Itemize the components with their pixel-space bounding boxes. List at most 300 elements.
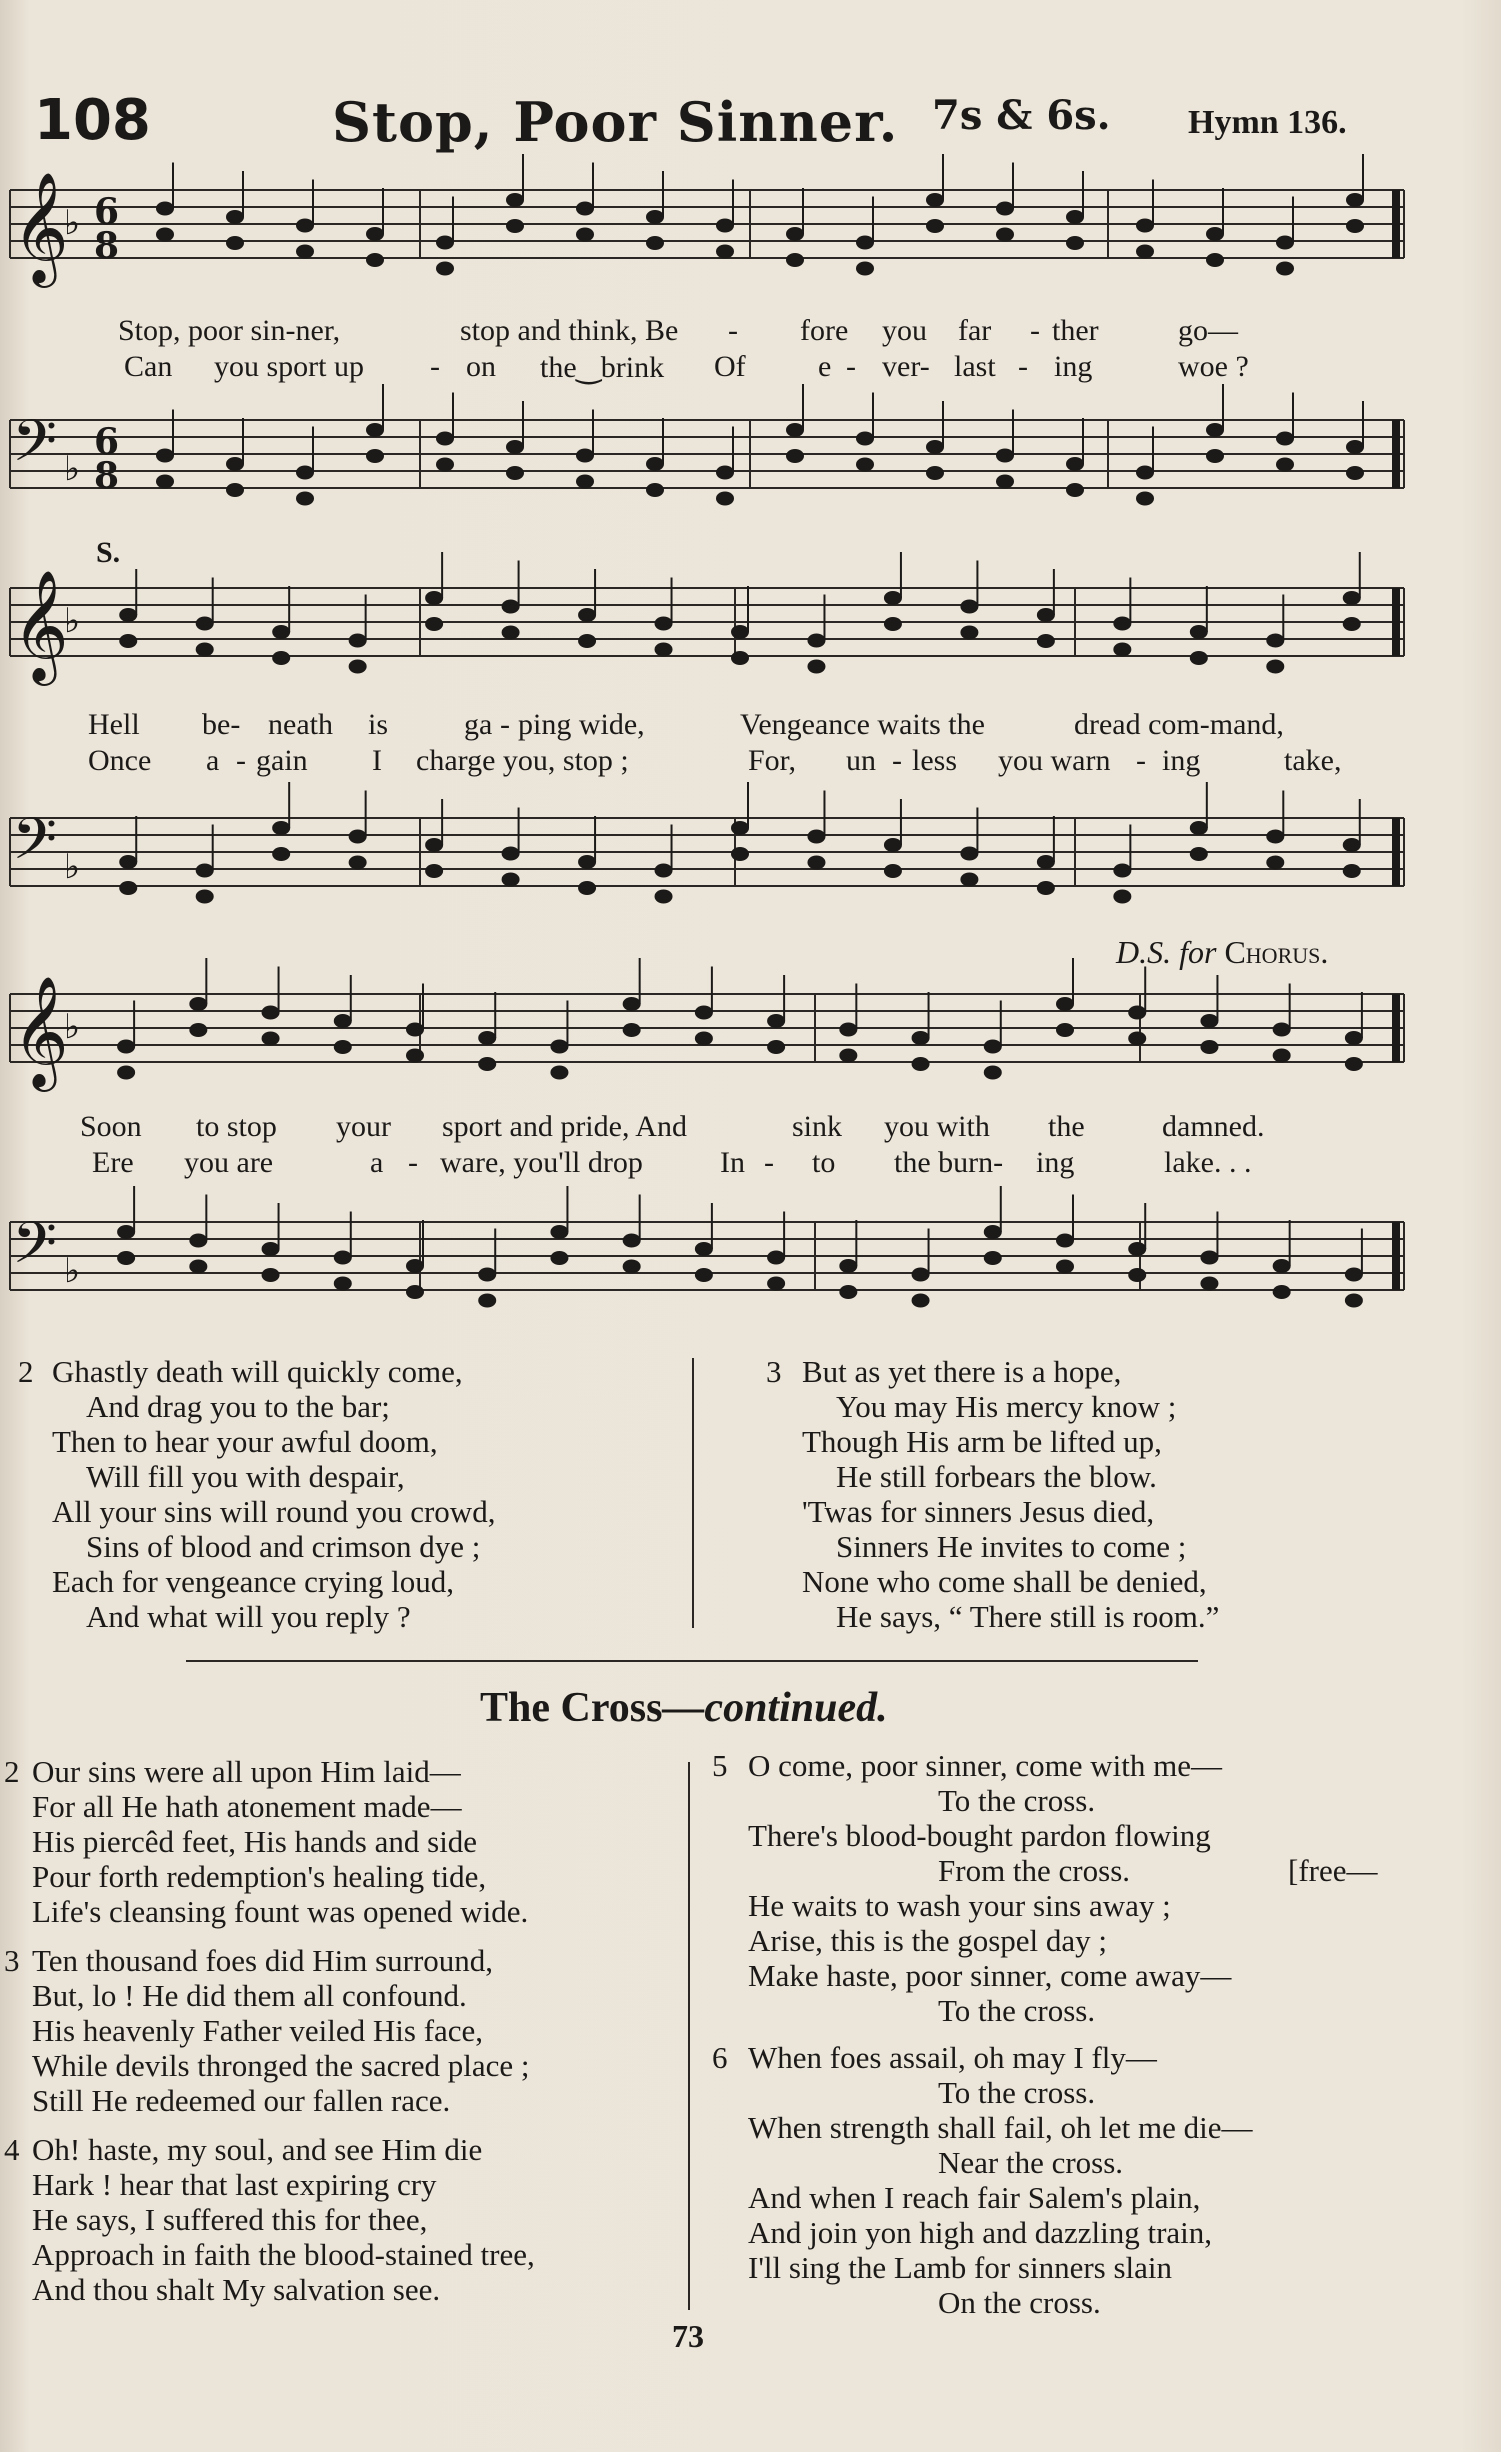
lyric: the‿brink	[540, 351, 665, 384]
cross-verse-6	[712, 2040, 1253, 2320]
note-head	[502, 626, 520, 640]
verse-line: He says, I suffered this for thee,	[32, 2202, 428, 2237]
note-head	[1200, 1014, 1218, 1028]
cross-right-column	[712, 1748, 1378, 2320]
lyric: -	[728, 314, 738, 347]
note-head	[1066, 236, 1084, 250]
note-head	[117, 1225, 135, 1239]
note-head	[196, 890, 214, 904]
note-head	[436, 432, 454, 446]
lyric: Stop, poor sin-ner,	[118, 314, 341, 347]
note-head	[912, 1057, 930, 1071]
final-barline	[1392, 190, 1400, 258]
note-head	[334, 1014, 352, 1028]
note-head	[349, 634, 367, 648]
note-head	[196, 864, 214, 878]
note-head	[926, 466, 944, 480]
note-head	[272, 651, 290, 665]
note-head	[119, 634, 137, 648]
lyric: -	[764, 1146, 774, 1179]
note-head	[926, 440, 944, 454]
note-head	[716, 219, 734, 233]
verse-line: Will fill you with despair,	[86, 1459, 405, 1494]
note-head	[1066, 483, 1084, 497]
note-head	[550, 1040, 568, 1054]
note-head	[189, 997, 207, 1011]
note-head	[767, 1277, 785, 1291]
note-head	[349, 660, 367, 674]
note-head	[767, 1040, 785, 1054]
note-head	[1343, 838, 1361, 852]
note-head	[296, 245, 314, 259]
note-head	[996, 475, 1014, 489]
note-head	[807, 634, 825, 648]
hymn-meter: 7s & 6s.	[932, 92, 1111, 139]
note-head	[1113, 643, 1131, 657]
note-head	[716, 492, 734, 506]
note-head	[578, 608, 596, 622]
note-head	[884, 864, 902, 878]
verse-line: You may His mercy know ;	[836, 1389, 1177, 1424]
note-head	[856, 262, 874, 276]
verse-line: Ten thousand foes did Him surround,	[32, 1943, 494, 1978]
final-barline	[1392, 818, 1400, 886]
lyric: ver-	[882, 350, 930, 383]
note-head	[839, 1049, 857, 1063]
lyric: ing	[1054, 350, 1093, 383]
note-head	[716, 245, 734, 259]
ds-for: for	[1179, 934, 1217, 970]
note-head	[436, 262, 454, 276]
verse-line: Each for vengeance crying loud,	[52, 1564, 454, 1599]
note-head	[856, 236, 874, 250]
note-head	[646, 210, 664, 224]
section-title-main: The Cross	[480, 1685, 663, 1731]
lyric: a	[370, 1146, 384, 1179]
verse-line: Sinners He invites to come ;	[836, 1529, 1187, 1564]
note-head	[1345, 1268, 1363, 1282]
note-head	[1345, 1294, 1363, 1308]
note-head	[1346, 466, 1364, 480]
lyric: be-	[202, 708, 241, 741]
verse-number: 2	[4, 1754, 20, 1789]
lyric: you	[882, 314, 927, 347]
note-head	[767, 1014, 785, 1028]
lyric: you warn	[998, 744, 1111, 777]
note-head	[1113, 890, 1131, 904]
note-head	[1037, 855, 1055, 869]
lyric: you sport up	[214, 350, 364, 383]
note-head	[366, 227, 384, 241]
lyric: -	[1136, 744, 1146, 777]
note-head	[262, 1268, 280, 1282]
hymn-title: Stop, Poor Sinner.	[332, 90, 899, 154]
lyric: -	[236, 744, 246, 777]
lyric: I	[372, 744, 382, 777]
lyric: damned.	[1162, 1110, 1265, 1143]
lyric: less	[912, 744, 957, 777]
note-head	[1273, 1049, 1291, 1063]
verse-line: He still forbears the blow.	[836, 1459, 1157, 1494]
verse-line: Sins of blood and crimson dye ;	[86, 1529, 481, 1564]
verse-line: When strength shall fail, oh let me die—	[748, 2110, 1253, 2145]
note-head	[550, 1251, 568, 1265]
bass-clef: 𝄢	[12, 407, 58, 489]
note-head	[1206, 423, 1224, 437]
bass-clef: 𝄢	[12, 805, 58, 887]
note-head	[786, 227, 804, 241]
time-signature-bottom: 8	[94, 225, 120, 267]
lyric: is	[368, 708, 389, 741]
lyric: ping wide,	[518, 708, 645, 741]
verse-line: Though His arm be lifted up,	[802, 1424, 1162, 1459]
verse-number: 6	[712, 2040, 728, 2075]
note-head	[786, 423, 804, 437]
note-head	[695, 1006, 713, 1020]
note-head	[731, 651, 749, 665]
note-head	[1266, 830, 1284, 844]
note-head	[731, 821, 749, 835]
note-head	[1200, 1277, 1218, 1291]
note-head	[1345, 1057, 1363, 1071]
note-head	[296, 219, 314, 233]
time-signature-bottom: 8	[94, 455, 120, 497]
verse-line: Make haste, poor sinner, come away—	[748, 1958, 1232, 1993]
verse-line: I'll sing the Lamb for sinners slain	[748, 2250, 1173, 2285]
cross-verse-5	[712, 1748, 1378, 2028]
verse-line: To the cross.	[938, 1783, 1096, 1818]
final-barline	[1392, 588, 1400, 656]
verse-number: 5	[712, 1748, 728, 1783]
note-head	[731, 847, 749, 861]
note-head	[767, 1251, 785, 1265]
lyric: fore	[800, 314, 849, 347]
note-head	[856, 458, 874, 472]
bass-clef: 𝄢	[12, 1209, 58, 1291]
note-head	[436, 458, 454, 472]
note-head	[1266, 856, 1284, 870]
note-head	[731, 625, 749, 639]
lyric: un	[846, 744, 876, 777]
lyric: -	[892, 744, 902, 777]
note-head	[1346, 440, 1364, 454]
note-head	[119, 881, 137, 895]
lyric: ing	[1036, 1146, 1075, 1179]
treble-clef: 𝄞	[12, 975, 69, 1087]
note-head	[786, 449, 804, 463]
note-head	[960, 873, 978, 887]
section-title	[480, 1684, 888, 1732]
verse-line: Arise, this is the gospel day ;	[748, 1923, 1108, 1958]
note-head	[646, 236, 664, 250]
note-head	[550, 1066, 568, 1080]
verse-line: But, lo ! He did them all confound.	[32, 1978, 467, 2013]
note-head	[1266, 660, 1284, 674]
note-head	[406, 1049, 424, 1063]
note-head	[1113, 617, 1131, 631]
lyric: to stop	[196, 1110, 277, 1143]
note-head	[226, 483, 244, 497]
note-head	[578, 634, 596, 648]
note-head	[478, 1031, 496, 1045]
note-head	[912, 1268, 930, 1282]
verse-line: Approach in faith the blood-stained tree,	[32, 2237, 535, 2272]
note-head	[839, 1023, 857, 1037]
note-head	[807, 856, 825, 870]
verse-line: Pour forth redemption's healing tide,	[32, 1859, 487, 1894]
lyric: the burn-	[894, 1146, 1004, 1179]
da-segno-label	[1116, 934, 1328, 971]
note-head	[576, 449, 594, 463]
note-head	[1206, 253, 1224, 267]
note-head	[695, 1268, 713, 1282]
lyric: Soon	[80, 1110, 142, 1143]
page-number: 73	[672, 2318, 704, 2354]
lyric: Can	[124, 350, 173, 383]
note-head	[884, 617, 902, 631]
note-head	[1200, 1040, 1218, 1054]
note-head	[334, 1251, 352, 1265]
note-head	[1136, 492, 1154, 506]
note-head	[1066, 457, 1084, 471]
note-head	[226, 457, 244, 471]
note-head	[425, 864, 443, 878]
final-barline	[1392, 994, 1400, 1062]
verse-line: Life's cleansing fount was opened wide.	[32, 1894, 529, 1929]
lyric: you are	[184, 1146, 274, 1179]
note-head	[119, 855, 137, 869]
verse-number: 3	[4, 1943, 20, 1978]
lyric: -	[408, 1146, 418, 1179]
note-head	[1346, 219, 1364, 233]
lyric: -	[1018, 350, 1028, 383]
verse-line: He waits to wash your sins away ;	[748, 1888, 1171, 1923]
ds-chorus: Chorus.	[1224, 934, 1329, 970]
note-head	[1136, 219, 1154, 233]
note-head	[406, 1259, 424, 1273]
time-signature-top: 6	[94, 191, 120, 233]
note-head	[119, 608, 137, 622]
time-signature-top: 6	[94, 421, 120, 463]
note-head	[1037, 608, 1055, 622]
note-head	[856, 432, 874, 446]
note-head	[262, 1032, 280, 1046]
verse-line: But as yet there is a hope,	[802, 1354, 1122, 1389]
note-head	[1266, 634, 1284, 648]
note-head	[1200, 1251, 1218, 1265]
note-head	[695, 1032, 713, 1046]
note-head	[884, 838, 902, 852]
note-head	[623, 997, 641, 1011]
note-head	[425, 591, 443, 605]
note-head	[655, 617, 673, 631]
note-head	[1037, 881, 1055, 895]
note-head	[156, 475, 174, 489]
lyric: on	[466, 350, 496, 383]
note-head	[1190, 625, 1208, 639]
note-head	[334, 1277, 352, 1291]
note-head	[996, 202, 1014, 216]
verse-line: And what will you reply ?	[86, 1599, 411, 1634]
note-head	[506, 440, 524, 454]
note-head	[226, 210, 244, 224]
note-head	[716, 466, 734, 480]
note-head	[1343, 864, 1361, 878]
verse-2	[18, 1354, 496, 1634]
lyric: lake. . .	[1164, 1146, 1252, 1179]
note-head	[478, 1294, 496, 1308]
lyric: charge you, stop ;	[416, 744, 629, 777]
flat-key-signature: ♭	[64, 601, 81, 641]
note-head	[1346, 193, 1364, 207]
note-head	[436, 236, 454, 250]
verse-line: He says, “ There still is room.”	[836, 1599, 1220, 1634]
verse-line	[748, 1853, 1378, 1888]
note-head	[1190, 821, 1208, 835]
lyric: Vengeance waits the	[740, 708, 985, 741]
verse-line: On the cross.	[938, 2285, 1101, 2320]
note-head	[1056, 997, 1074, 1011]
flat-key-signature: ♭	[64, 449, 81, 489]
note-head	[655, 643, 673, 657]
note-head	[1345, 1031, 1363, 1045]
note-head	[984, 1040, 1002, 1054]
verse-line: And join yon high and dazzling train,	[748, 2215, 1213, 2250]
lyric: gain	[256, 744, 308, 777]
note-head	[189, 1260, 207, 1274]
note-head	[1273, 1259, 1291, 1273]
note-head	[623, 1234, 641, 1248]
note-head	[196, 617, 214, 631]
lyric: neath	[268, 708, 333, 741]
note-head	[1128, 1006, 1146, 1020]
note-head	[646, 483, 664, 497]
note-head	[1190, 651, 1208, 665]
lyric: ware, you'll drop	[440, 1146, 643, 1179]
note-head	[1128, 1032, 1146, 1046]
flat-key-signature: ♭	[64, 203, 81, 243]
note-head	[506, 193, 524, 207]
final-barline	[1392, 1222, 1400, 1290]
note-head	[695, 1242, 713, 1256]
note-head	[1136, 466, 1154, 480]
note-head	[926, 219, 944, 233]
verse-line-text: From the cross.	[938, 1853, 1131, 1888]
note-head	[349, 830, 367, 844]
note-head	[506, 466, 524, 480]
note-head	[646, 457, 664, 471]
note-head	[984, 1251, 1002, 1265]
note-head	[296, 492, 314, 506]
lyric: your	[336, 1110, 391, 1143]
note-head	[1136, 245, 1154, 259]
note-head	[984, 1066, 1002, 1080]
note-head	[1206, 449, 1224, 463]
lyric: -	[500, 708, 510, 741]
note-head	[960, 847, 978, 861]
verse-line: And when I reach fair Salem's plain,	[748, 2180, 1201, 2215]
cross-verse-2	[4, 1754, 535, 1929]
note-head	[1190, 847, 1208, 861]
verse-line: None who come shall be denied,	[802, 1564, 1207, 1599]
segno-mark: S.	[96, 536, 121, 569]
note-head	[1056, 1234, 1074, 1248]
note-head	[996, 449, 1014, 463]
note-head	[189, 1023, 207, 1037]
note-head	[156, 449, 174, 463]
note-head	[296, 466, 314, 480]
hymn-number: 108	[34, 88, 151, 153]
note-head	[478, 1057, 496, 1071]
note-head	[996, 228, 1014, 242]
section-rule	[186, 1660, 1198, 1662]
note-head	[1276, 432, 1294, 446]
note-head	[578, 881, 596, 895]
note-head	[623, 1023, 641, 1037]
note-head	[839, 1259, 857, 1273]
treble-clef: 𝄞	[12, 569, 69, 681]
note-head	[984, 1225, 1002, 1239]
note-head	[623, 1260, 641, 1274]
lyric: For,	[748, 744, 796, 777]
note-head	[406, 1023, 424, 1037]
note-head	[912, 1294, 930, 1308]
cross-verse-4	[4, 2132, 535, 2307]
verse-line: 'Twas for sinners Jesus died,	[802, 1494, 1155, 1529]
lyric: -	[1030, 314, 1040, 347]
verse-line-overflow: [free—	[1288, 1853, 1378, 1888]
note-head	[478, 1268, 496, 1282]
lyric: Hell	[88, 708, 140, 741]
note-head	[117, 1251, 135, 1265]
lyric: far	[958, 314, 992, 347]
note-head	[960, 626, 978, 640]
note-head	[884, 591, 902, 605]
lyric: In	[720, 1146, 745, 1179]
lyric: stop and think, Be	[460, 314, 679, 347]
verse-line: His piercêd feet, His hands and side	[32, 1824, 478, 1859]
note-head	[502, 847, 520, 861]
verse-line: And drag you to the bar;	[86, 1389, 390, 1424]
note-head	[1276, 236, 1294, 250]
verse-line: Ghastly death will quickly come,	[52, 1354, 463, 1389]
lyric: the	[1048, 1110, 1085, 1143]
note-head	[156, 228, 174, 242]
note-head	[578, 855, 596, 869]
note-head	[262, 1242, 280, 1256]
verse-line: Our sins were all upon Him laid—	[32, 1754, 461, 1789]
note-head	[1276, 262, 1294, 276]
note-head	[1056, 1023, 1074, 1037]
verse-line: Still He redeemed our fallen race.	[32, 2083, 451, 2118]
note-head	[272, 625, 290, 639]
lyric: sink	[792, 1110, 843, 1143]
lyric: you with	[884, 1110, 990, 1143]
verse-number: 4	[4, 2132, 20, 2167]
verse-line: While devils thronged the sacred place ;	[32, 2048, 530, 2083]
lyric: last	[954, 350, 996, 383]
verse-line: To the cross.	[938, 1993, 1096, 2028]
lyric: Once	[88, 744, 152, 777]
note-head	[1273, 1023, 1291, 1037]
note-head	[576, 228, 594, 242]
note-head	[1066, 210, 1084, 224]
note-head	[425, 617, 443, 631]
cross-verse-3	[4, 1943, 535, 2118]
note-head	[272, 821, 290, 835]
lyric: ing	[1162, 744, 1201, 777]
note-head	[655, 864, 673, 878]
